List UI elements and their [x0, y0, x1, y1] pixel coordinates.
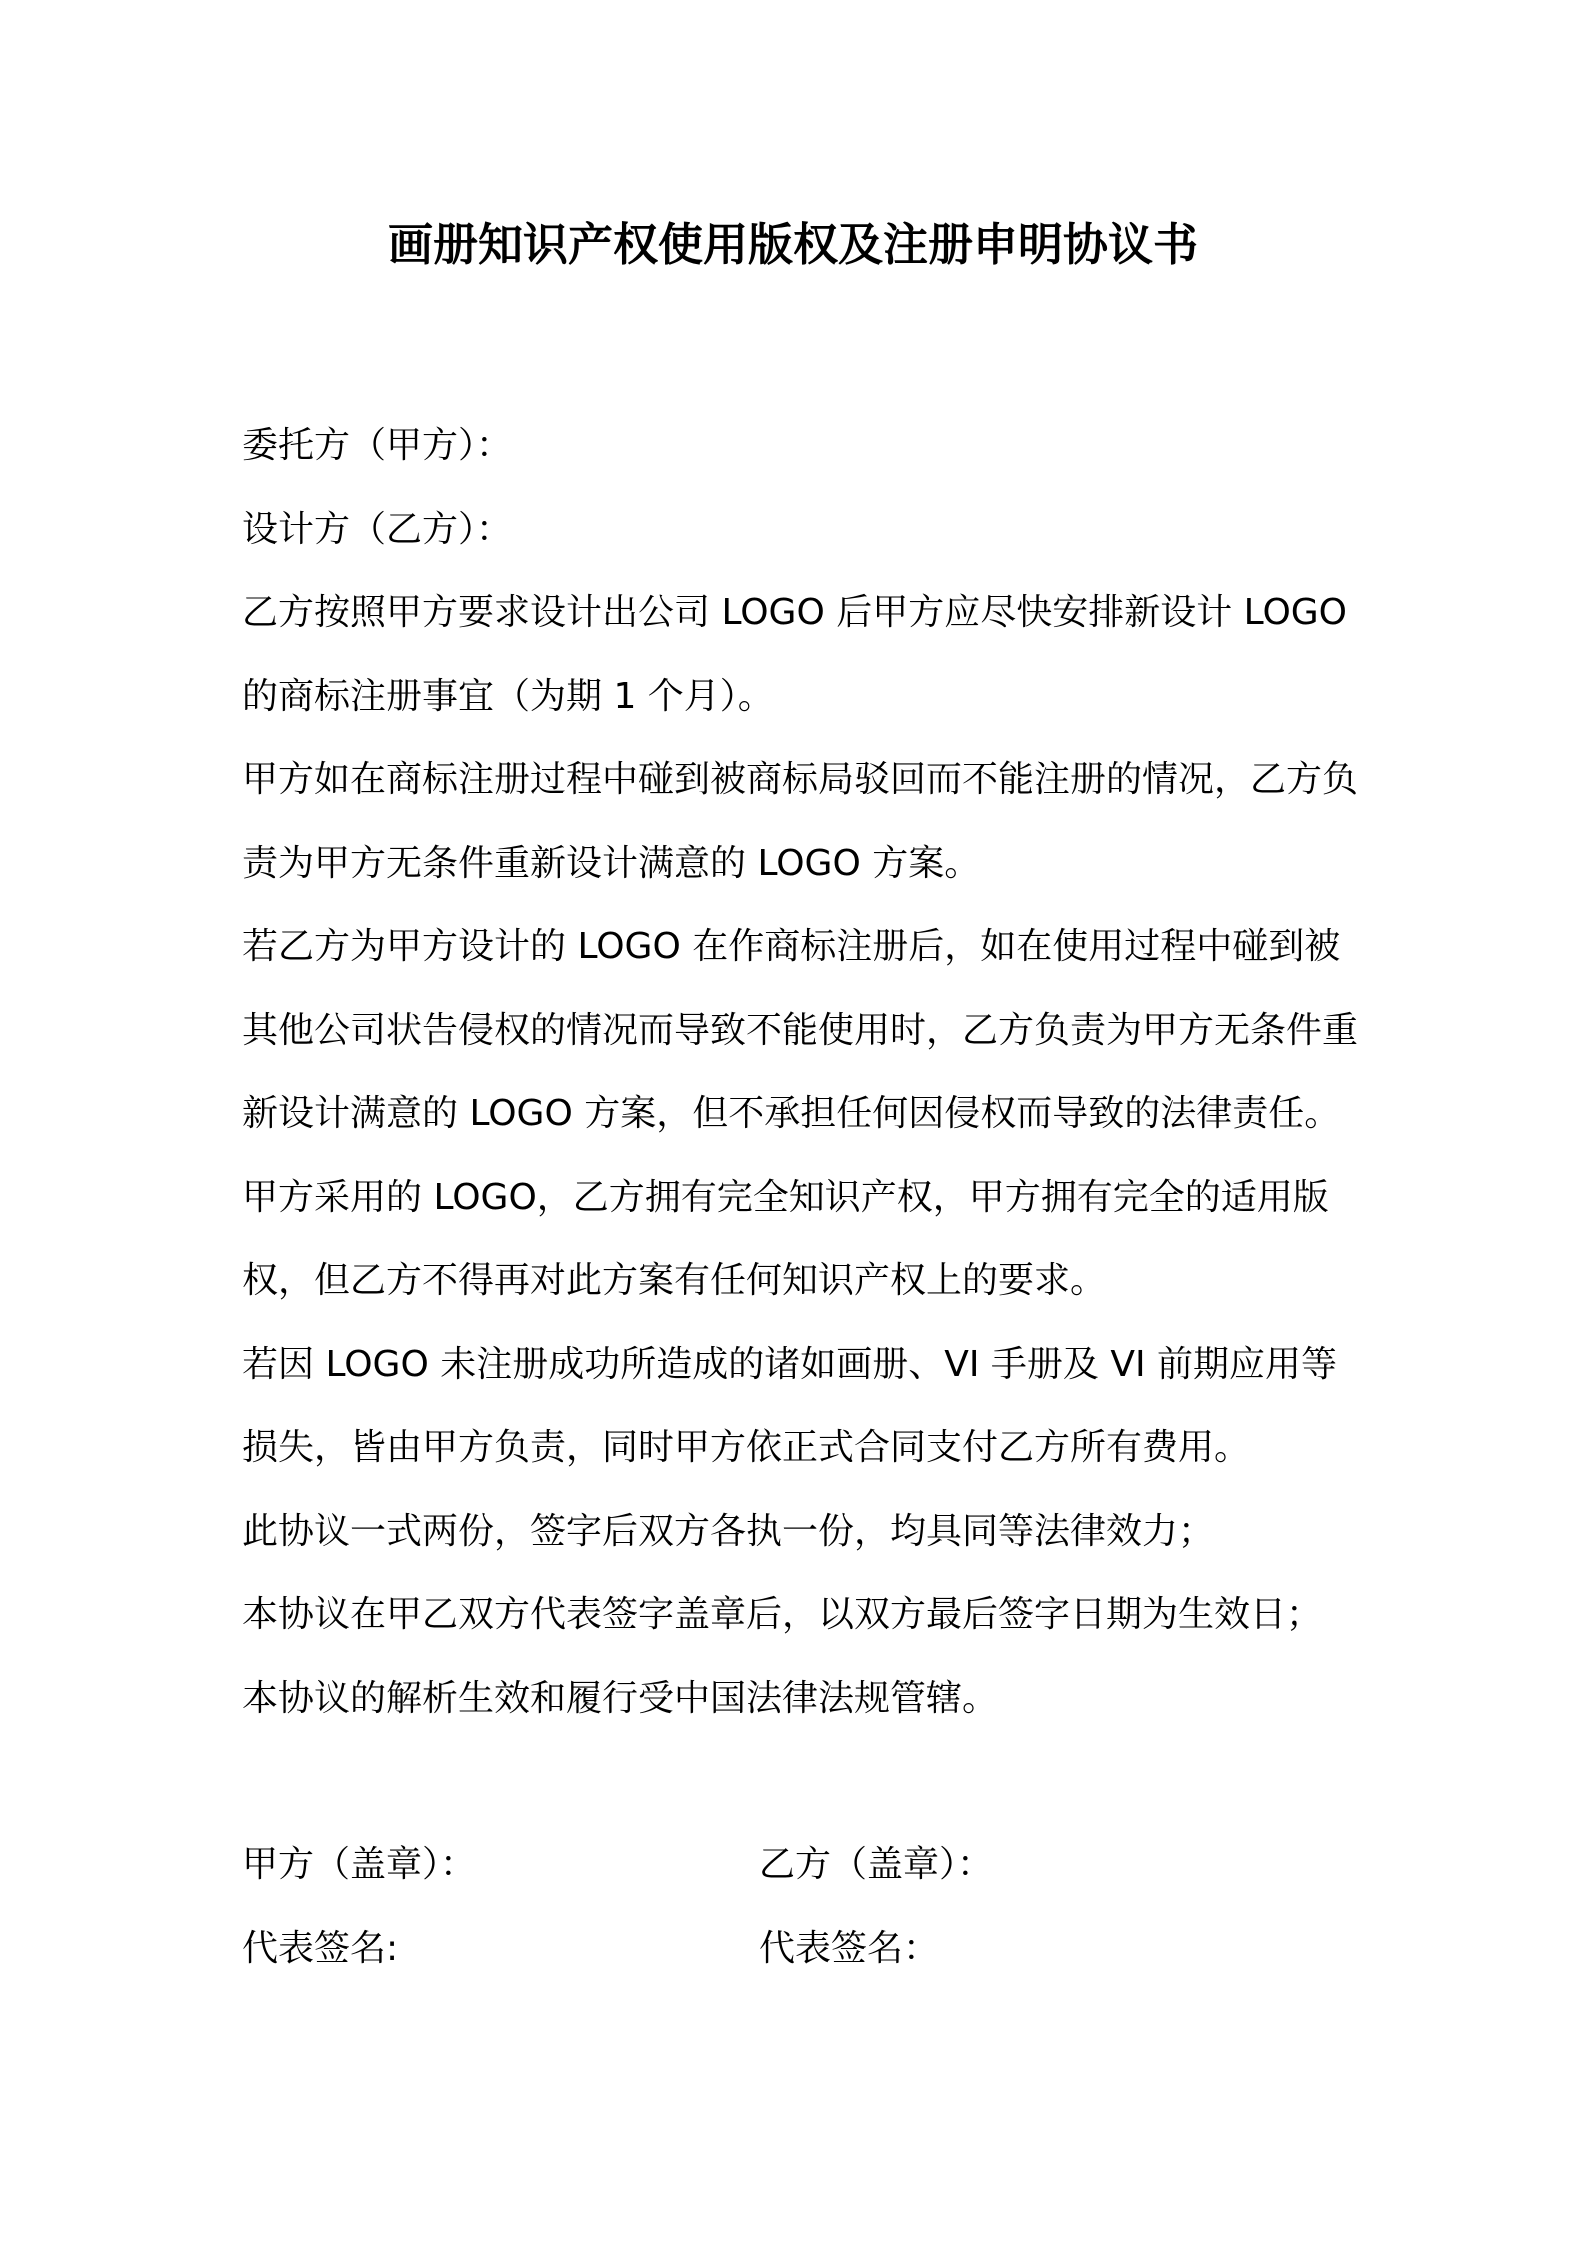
seal-row — [242, 1823, 1362, 1907]
document-title: 画册知识产权使用版权及注册申明协议书 — [387, 218, 1198, 271]
clause-effective-date: 本协议在甲乙双方代表签字盖章后，以双方最后签字日期为生效日； — [242, 1594, 1323, 1635]
designer-party-line: 设计方（乙方）： — [242, 508, 513, 550]
document-body — [242, 404, 1362, 1740]
clause-registration: 乙方按照甲方要求设计出公司 LOGO 后甲方应尽快安排新设计 LOGO 的商标注册事宜（为期 1 个月）。 — [242, 592, 1348, 717]
party-b-rep-label: 代表签名： — [759, 1928, 940, 1969]
party-a-seal-label: 甲方（盖章）： — [242, 1844, 477, 1885]
party-b-seal-label: 乙方（盖章）： — [759, 1844, 994, 1885]
representative-row — [242, 1907, 1362, 1991]
party-a-rep-label: 代表签名: — [242, 1928, 399, 1969]
clause-ip-ownership: 甲方采用的 LOGO，乙方拥有完全知识产权，甲方拥有完全的适用版权，但乙方不得再对此方案有任何知识产权上的要求。 — [242, 1176, 1329, 1301]
clause-governing-law: 本协议的解析生效和履行受中国法律法规管辖。 — [242, 1677, 999, 1719]
clause-rejection: 甲方如在商标注册过程中碰到被商标局驳回而不能注册的情况，乙方负责为甲方无条件重新设计满意的 LOGO 方案。 — [242, 759, 1359, 884]
clause-copies: 此协议一式两份，签字后双方各执一份，均具同等法律效力； — [242, 1510, 1215, 1552]
clause-loss: 若因 LOGO 未注册成功所造成的诸如画册、VI 手册及 VI 前期应用等损失，皆由甲方负责，同时甲方依正式合同支付乙方所有费用。 — [242, 1343, 1338, 1468]
client-party-line: 委托方（甲方）： — [242, 425, 513, 466]
clause-infringement: 若乙方为甲方设计的 LOGO 在作商标注册后，如在使用过程中碰到被其他公司状告侵权的情况而导致不能使用时，乙方负责为甲方无条件重新设计满意的 LOGO 方案，但不承担任何因侵权而导致的法律责任。 — [242, 926, 1359, 1134]
